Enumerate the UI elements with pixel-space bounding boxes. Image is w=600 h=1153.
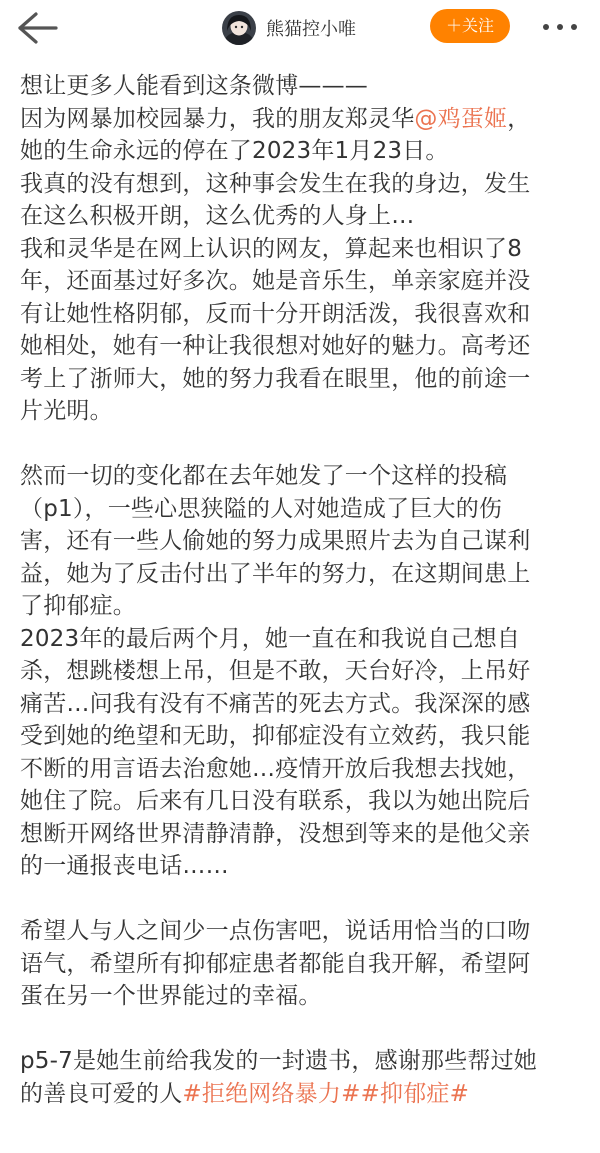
post-text: 害，还有一些人偷她的努力成果照片去为自己谋利 [20,528,531,554]
post-text: 语气，希望所有抑郁症患者都能自我开解，希望阿 [20,950,531,977]
paragraph-gap [20,883,585,916]
post-text: p5-7是她生前给我发的一封遗书，感谢那些帮过她 [20,1048,537,1074]
paragraph-gap [20,1013,585,1046]
top-bar [0,0,600,56]
post-text: 的一通报丧电话…… [20,853,229,879]
post-text-line [20,850,585,883]
post-text: 益，她为了反击付出了半年的努力，在这期间患上 [20,560,531,587]
post-text: 年，还面基过好多次。她是音乐生，单亲家庭并没 [20,268,531,294]
post-text: 不断的用言语去治愈她…疫情开放后我想去找她， [20,755,531,782]
post-text: 她的生命永远的停在了2023年1月23日。 [20,138,449,164]
post-text: 蛋在另一个世界能过的幸福。 [20,983,322,1009]
post-text-line [20,460,585,493]
post-text-line [20,655,585,688]
post-text-line [20,298,585,331]
post-text: 的善良可爱的人 [20,1080,183,1107]
post-text-line [20,363,585,396]
post-text: 想让更多人能看到这条微博——— [20,73,368,99]
post-text-line [20,980,585,1013]
mention-link[interactable]: @鸡蛋姬 [414,105,508,132]
post-text-line [20,915,585,948]
post-text: 我真的没有想到，这种事会发生在我的身边，发生 [20,170,531,197]
hashtag-link[interactable]: #拒绝网络暴力# [182,1080,361,1107]
post-text: 我和灵华是在网上认识的网友，算起来也相识了8 [20,235,523,262]
post-text-line [20,948,585,981]
post-text-line [20,265,585,298]
paragraph-gap [20,428,585,461]
back-arrow-icon [10,6,62,50]
post-text-line [20,233,585,266]
post-text: ， [507,105,531,132]
post-text-line [20,525,585,558]
avatar[interactable] [222,11,256,45]
post-text-line [20,200,585,233]
post-author[interactable] [222,8,356,48]
more-dots-icon [538,12,582,42]
hashtag-link[interactable]: #抑郁症# [360,1080,470,1107]
post-text-line [20,135,585,168]
post-text-line [20,1045,585,1078]
post-text: 在这么积极开朗，这么优秀的人身上… [20,203,415,229]
post-text: 希望人与人之间少一点伤害吧，说话用恰当的口吻 [20,918,531,944]
post-text: 有让她性格阴郁，反而十分开朗活泼，我很喜欢和 [20,300,531,327]
post-text: 杀，想跳楼想上吊，但是不敢，天台好冷，上吊好 [20,658,531,684]
post-text: 2023年的最后两个月，她一直在和我说自己想自 [20,625,521,652]
post-text: 想断开网络世界清静清静，没想到等来的是他父亲 [20,820,531,847]
post-text-line [20,330,585,363]
follow-button[interactable]: ＋关注 [430,9,510,43]
post-text-line [20,623,585,656]
post-text-line [20,753,585,786]
post-text: （p1），一些心思狭隘的人对她造成了巨大的伤 [20,495,503,522]
post-text: 了抑郁症。 [20,593,136,619]
post-text-line [20,103,585,136]
post-text-line [20,1078,585,1111]
post-text-line [20,168,585,201]
post-text-line [20,785,585,818]
post-text: 然而一切的变化都在去年她发了一个这样的投稿 [20,463,508,489]
post-text-line [20,395,585,428]
post-text-line [20,818,585,851]
post-text-line [20,558,585,591]
post-text: 她住了院。后来有几日没有联系，我以为她出院后 [20,788,531,814]
post-body [20,70,585,1110]
post-text: 因为网暴加校园暴力，我的朋友郑灵华 [20,105,415,132]
post-text-line [20,70,585,103]
avatar-image [222,11,256,45]
author-name[interactable]: 熊猫控小唯 [266,19,356,40]
post-text: 痛苦…问我有没有不痛苦的死去方式。我深深的感 [20,690,531,717]
post-text: 考上了浙师大，她的努力我看在眼里，他的前途一 [20,365,531,392]
post-text: 受到她的绝望和无助，抑郁症没有立效药，我只能 [20,723,531,749]
post-text-line [20,688,585,721]
post-text-line [20,493,585,526]
post-text: 片光明。 [20,398,113,424]
more-button[interactable] [538,12,582,42]
post-text: 她相处，她有一种让我很想对她好的魅力。高考还 [20,333,531,359]
back-button[interactable] [10,6,62,50]
post-text-line [20,590,585,623]
post-text-line [20,720,585,753]
